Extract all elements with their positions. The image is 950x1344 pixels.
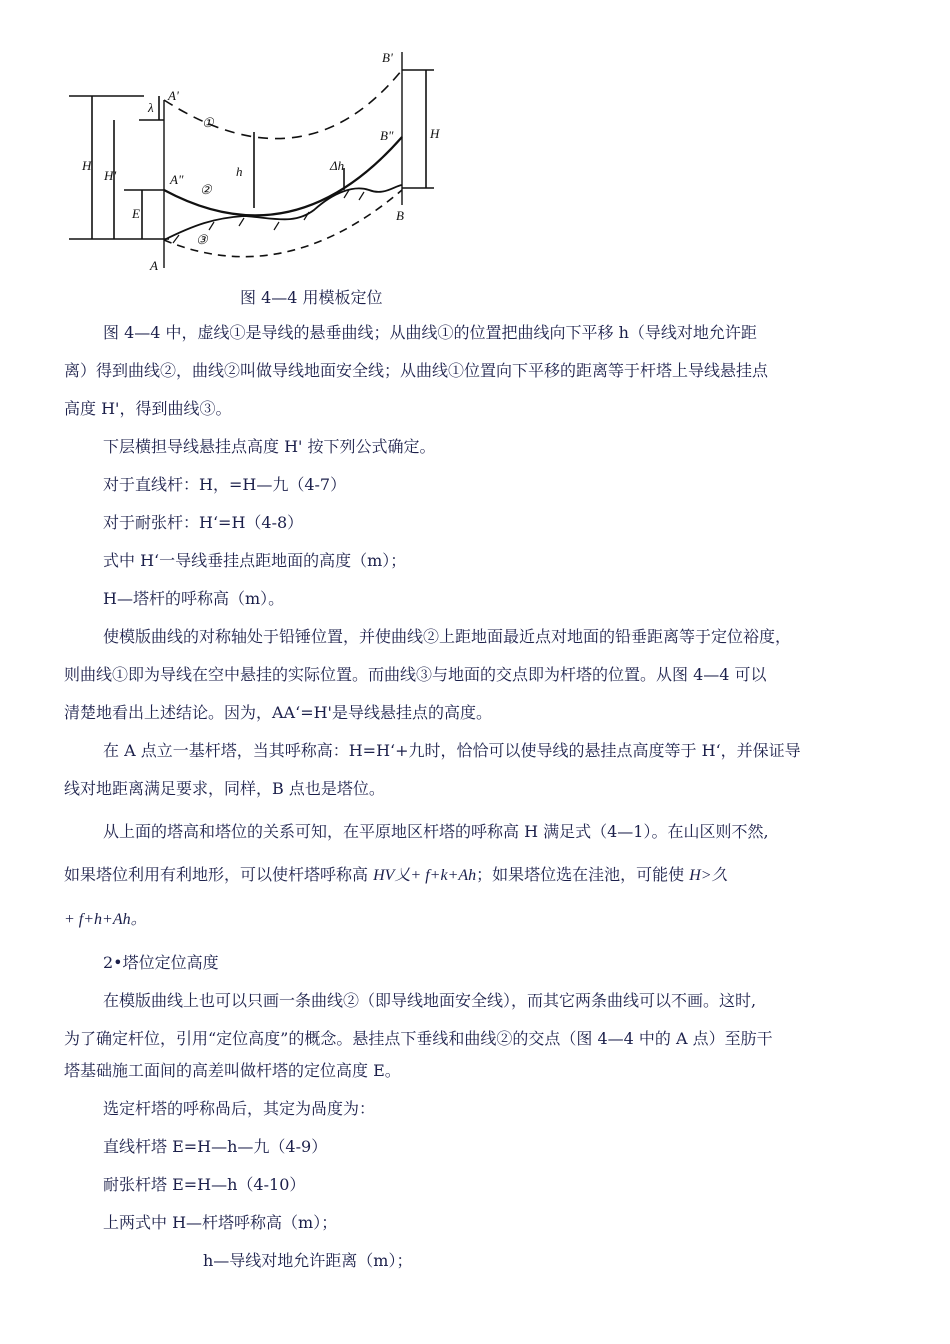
label-a-double-prime: A" bbox=[170, 172, 184, 187]
paragraph-line: 在模版曲线上也可以只画一条曲线②（即导线地面安全线），而其它两条曲线可以不画。这时, bbox=[103, 991, 757, 1010]
formula-line: 耐张杆塔 E=H—h（4-10） bbox=[103, 1175, 306, 1194]
figure-caption: 图 4—4 用模板定位 bbox=[240, 288, 383, 307]
text-span: 如果塔位利用有利地形，可以使杆塔呼称高 bbox=[64, 865, 374, 884]
paragraph-line: 塔基础施工面间的高差叫做杆塔的定位高度 E。 bbox=[64, 1061, 401, 1080]
paragraph-line: 使模版曲线的对称轴处于铅锤位置，并使曲线②上距地面最近点对地面的铅垂距离等于定位裕度， bbox=[103, 627, 792, 646]
label-h-upper: H bbox=[82, 158, 92, 173]
paragraph-line: 选定杆塔的呼称咼后，其定为咼度为： bbox=[103, 1099, 376, 1118]
paragraph-line: 图 4—4 中，虚线①是导线的悬垂曲线；从曲线①的位置把曲线向下平移 h（导线对地允许距 bbox=[103, 323, 757, 342]
label-h-small: h bbox=[236, 164, 243, 179]
label-lambda: λ bbox=[148, 100, 154, 115]
label-b-double-prime: B" bbox=[380, 128, 394, 143]
section-heading: 2•塔位定位高度 bbox=[103, 953, 219, 972]
definition-line: H—塔杆的呼称高（m）。 bbox=[103, 589, 285, 608]
label-e: E bbox=[132, 206, 140, 221]
formula-span: HV乂+ f+k+Ah bbox=[373, 867, 477, 884]
figure-diagram bbox=[64, 40, 454, 280]
paragraph-line: 从上面的塔高和塔位的关系可知，在平原地区杆塔的呼称高 H 满足式（4—1）。在山区则不然, bbox=[103, 822, 769, 841]
text-span: ；如果塔位选在洼池，可能使 bbox=[476, 865, 690, 884]
label-a: A bbox=[150, 258, 158, 273]
label-curve-3: ③ bbox=[196, 232, 208, 247]
paragraph-line: 在 A 点立一基杆塔，当其呼称高：H=H‘+九时，恰恰可以使导线的悬挂点高度等于 H‘，并保证导 bbox=[103, 741, 801, 760]
template-positioning-figure bbox=[64, 40, 454, 280]
formula-span: H>久 bbox=[689, 867, 728, 884]
label-a-prime: A' bbox=[168, 88, 179, 103]
paragraph-line: 离）得到曲线②，曲线②叫做导线地面安全线；从曲线①位置向下平移的距离等于杆塔上导线悬挂点 bbox=[64, 361, 769, 380]
paragraph-line: 下层横担导线悬挂点高度 H' 按下列公式确定。 bbox=[103, 437, 436, 456]
definition-line: h—导线对地允许距离（m）； bbox=[203, 1251, 413, 1270]
label-h-prime: H' bbox=[104, 168, 117, 183]
formula-line: + f+h+Ah。 bbox=[64, 911, 147, 928]
label-h-right: H bbox=[430, 126, 440, 141]
definition-line: 上两式中 H—杆塔呼称高（m）； bbox=[103, 1213, 338, 1232]
label-curve-1: ① bbox=[202, 115, 214, 130]
label-delta-h: Δh bbox=[330, 158, 345, 173]
curve-2 bbox=[164, 137, 402, 215]
paragraph-line: 清楚地看出上述结论。因为，AA‘=H'是导线悬挂点的高度。 bbox=[64, 703, 492, 722]
label-b-prime: B' bbox=[382, 50, 393, 65]
label-curve-2: ② bbox=[200, 182, 212, 197]
curve-1 bbox=[164, 70, 402, 139]
formula-line: 对于直线杆：H，=H—九（4-7） bbox=[103, 475, 347, 494]
paragraph-line: 则曲线①即为导线在空中悬挂的实际位置。而曲线③与地面的交点即为杆塔的位置。从图 4—4 可以 bbox=[64, 665, 767, 684]
label-b: B bbox=[396, 208, 404, 223]
definition-line: 式中 H‘一导线垂挂点距地面的高度（m）； bbox=[103, 551, 407, 570]
paragraph-line: 高度 H'，得到曲线③。 bbox=[64, 399, 232, 418]
paragraph-line: 为了确定杆位，引用“定位高度”的概念。悬挂点下垂线和曲线②的交点（图 4—4 中的 A 点）至肪干 bbox=[64, 1029, 773, 1048]
formula-line: 对于耐张杆：H‘=H（4-8） bbox=[103, 513, 304, 532]
paragraph-line: 线对地距离满足要求，同样，B 点也是塔位。 bbox=[64, 779, 385, 798]
formula-line: 直线杆塔 E=H—h—九（4-9） bbox=[103, 1137, 328, 1156]
paragraph-line bbox=[64, 865, 728, 886]
